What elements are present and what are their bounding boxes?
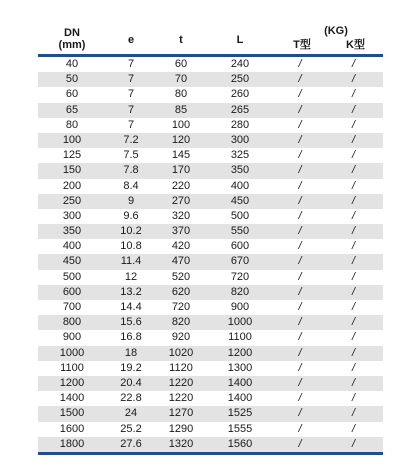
cell-e: 18 — [124, 346, 138, 359]
cell-dn: 100 — [62, 133, 82, 146]
cell-dn: 1600 — [59, 422, 85, 435]
cell-dn: 900 — [62, 331, 82, 344]
cell-dn: 700 — [62, 301, 82, 313]
cell-t-type-weight: / — [298, 118, 302, 131]
cell-t-type-weight: / — [298, 346, 302, 359]
cell-e: 12 — [124, 270, 138, 283]
header-dn-unit: (mm) — [58, 39, 86, 51]
cell-l: 670 — [230, 255, 250, 268]
cell-l: 1525 — [227, 407, 253, 420]
cell-l: 450 — [230, 194, 250, 207]
cell-e: 16.8 — [120, 331, 142, 344]
cell-k-type-weight: / — [351, 118, 356, 131]
cell-t: 60 — [174, 58, 188, 70]
cell-t: 370 — [171, 225, 191, 238]
cell-t-type-weight: / — [298, 285, 302, 298]
cell-e: 25.2 — [120, 422, 142, 435]
cell-t-type-weight: / — [298, 392, 302, 405]
cell-k-type-weight: / — [351, 133, 356, 146]
cell-e: 7 — [127, 73, 135, 86]
cell-e: 19.2 — [120, 361, 142, 374]
cell-t-type-weight: / — [298, 194, 302, 207]
cell-k-type-weight: / — [351, 331, 356, 344]
cell-l: 500 — [230, 209, 250, 222]
cell-t-type-weight: / — [298, 407, 302, 420]
cell-dn: 50 — [65, 73, 79, 86]
cell-dn: 1100 — [60, 361, 84, 374]
cell-l: 1000 — [227, 316, 253, 329]
header-l: L — [236, 34, 244, 46]
cell-l: 400 — [230, 179, 250, 192]
cell-e: 13.2 — [120, 285, 142, 298]
cell-k-type-weight: / — [351, 392, 356, 405]
cell-k-type-weight: / — [351, 194, 356, 207]
cell-dn: 600 — [62, 285, 82, 298]
cell-k-type-weight: / — [351, 285, 356, 298]
cell-dn: 450 — [62, 255, 82, 268]
cell-k-type-weight: / — [351, 361, 356, 374]
table-row — [38, 224, 383, 239]
cell-e: 24 — [124, 407, 138, 420]
cell-l: 325 — [230, 149, 250, 162]
cell-e: 27.6 — [120, 437, 142, 450]
cell-k-type-weight: / — [351, 164, 356, 177]
cell-dn: 1400 — [59, 392, 85, 405]
cell-dn: 125 — [62, 149, 82, 162]
cell-e: 9 — [127, 194, 135, 207]
cell-l: 265 — [230, 103, 250, 116]
table-row — [38, 437, 383, 452]
table-row — [38, 376, 383, 391]
cell-k-type-weight: / — [351, 376, 356, 389]
cell-t: 170 — [171, 164, 191, 177]
cell-l: 1400 — [227, 376, 253, 389]
cell-t: 145 — [171, 149, 191, 162]
cell-dn: 40 — [65, 58, 79, 70]
table-header — [38, 22, 383, 57]
cell-t: 220 — [171, 179, 191, 192]
cell-e: 15.6 — [120, 316, 142, 329]
table-row — [38, 285, 383, 300]
table-row — [38, 87, 383, 102]
cell-k-type-weight: / — [351, 346, 356, 359]
cell-dn: 250 — [62, 194, 82, 207]
table-row — [38, 57, 383, 72]
cell-t-type-weight: / — [298, 270, 302, 283]
cell-dn: 1200 — [59, 376, 85, 389]
cell-t: 1220 — [168, 392, 194, 405]
cell-k-type-weight: / — [351, 179, 356, 192]
cell-t: 720 — [171, 301, 191, 313]
cell-k-type-weight: / — [351, 149, 356, 162]
cell-l: 900 — [230, 301, 250, 313]
header-t: t — [179, 34, 183, 46]
cell-l: 240 — [230, 58, 250, 70]
cell-dn: 60 — [65, 88, 79, 101]
cell-t-type-weight: / — [298, 209, 302, 222]
table-row — [38, 118, 383, 133]
cell-e: 7 — [127, 58, 135, 70]
cell-k-type-weight: / — [351, 209, 356, 222]
cell-t-type-weight: / — [298, 58, 302, 70]
cell-e: 7.8 — [123, 164, 139, 177]
cell-t-type-weight: / — [298, 149, 302, 162]
table-body — [38, 57, 383, 452]
cell-k-type-weight: / — [351, 301, 356, 313]
cell-t: 85 — [174, 103, 188, 116]
cell-e: 20.4 — [120, 376, 142, 389]
cell-t-type-weight: / — [298, 376, 302, 389]
cell-t-type-weight: / — [298, 361, 302, 374]
cell-k-type-weight: / — [351, 58, 356, 70]
cell-l: 1300 — [227, 361, 253, 374]
table-row — [38, 300, 383, 315]
cell-t: 320 — [171, 209, 191, 222]
cell-e: 9.6 — [123, 209, 139, 222]
cell-t: 1120 — [169, 361, 193, 374]
cell-k-type-weight: / — [351, 240, 356, 253]
cell-t: 520 — [171, 270, 191, 283]
cell-t: 620 — [171, 285, 191, 298]
cell-e: 7 — [127, 103, 135, 116]
table-row — [38, 133, 383, 148]
cell-t: 1270 — [168, 407, 194, 420]
cell-t-type-weight: / — [298, 225, 302, 238]
header-kg: (KG) — [324, 25, 348, 37]
cell-dn: 1800 — [59, 437, 85, 450]
cell-l: 1555 — [227, 422, 253, 435]
cell-k-type-weight: / — [351, 437, 356, 450]
cell-k-type-weight: / — [351, 225, 356, 238]
cell-dn: 800 — [62, 316, 82, 329]
cell-t-type-weight: / — [298, 240, 302, 253]
cell-dn: 200 — [62, 179, 82, 192]
header-dn — [38, 27, 106, 51]
cell-t-type-weight: / — [298, 301, 302, 313]
cell-t: 1290 — [168, 422, 194, 435]
cell-dn: 65 — [65, 103, 79, 116]
cell-t-type-weight: / — [298, 255, 302, 268]
cell-e: 14.4 — [120, 301, 142, 313]
cell-t: 80 — [174, 88, 188, 101]
cell-t-type-weight: / — [298, 73, 302, 86]
table-row — [38, 422, 383, 437]
cell-k-type-weight: / — [351, 103, 356, 116]
cell-t: 100 — [171, 118, 191, 131]
header-t-type: T型 — [293, 39, 311, 51]
cell-t: 270 — [171, 194, 191, 207]
header-e: e — [127, 34, 135, 46]
cell-e: 10.2 — [120, 225, 142, 238]
cell-e: 7 — [127, 88, 135, 101]
cell-dn: 300 — [62, 209, 82, 222]
cell-t: 820 — [171, 316, 191, 329]
table-row — [38, 148, 383, 163]
header-k-type: K型 — [346, 39, 365, 51]
cell-k-type-weight: / — [351, 255, 356, 268]
cell-dn: 80 — [65, 118, 79, 131]
cell-k-type-weight: / — [351, 407, 356, 420]
table-row — [38, 346, 383, 361]
table-row — [38, 391, 383, 406]
header-dn-label: DN — [64, 27, 80, 39]
cell-t: 1020 — [168, 346, 194, 359]
table-row — [38, 361, 383, 376]
cell-e: 22.8 — [120, 392, 142, 405]
table-row — [38, 239, 383, 254]
cell-dn: 1000 — [59, 346, 85, 359]
cell-t: 70 — [174, 73, 188, 86]
cell-t-type-weight: / — [298, 179, 302, 192]
cell-l: 550 — [230, 225, 250, 238]
cell-l: 1400 — [227, 392, 253, 405]
cell-t: 420 — [171, 240, 191, 253]
table-row — [38, 179, 383, 194]
cell-e: 7.5 — [123, 149, 139, 162]
cell-l: 300 — [230, 133, 250, 146]
table-row — [38, 406, 383, 421]
cell-dn: 500 — [62, 270, 82, 283]
cell-l: 1560 — [227, 437, 253, 450]
table-row — [38, 194, 383, 209]
cell-t-type-weight: / — [298, 164, 302, 177]
table-row — [38, 72, 383, 87]
cell-t: 920 — [171, 331, 191, 344]
cell-k-type-weight: / — [351, 73, 356, 86]
table-row — [38, 254, 383, 269]
cell-dn: 150 — [62, 164, 82, 177]
table-row — [38, 315, 383, 330]
cell-dn: 350 — [62, 225, 82, 238]
cell-t: 470 — [171, 255, 191, 268]
table-row — [38, 209, 383, 224]
table-row — [38, 103, 383, 118]
cell-l: 1100 — [228, 331, 252, 344]
cell-l: 350 — [230, 164, 250, 177]
cell-t: 1220 — [168, 376, 194, 389]
cell-t-type-weight: / — [298, 88, 302, 101]
table-row — [38, 163, 383, 178]
cell-l: 820 — [230, 285, 250, 298]
cell-t-type-weight: / — [298, 422, 302, 435]
cell-t-type-weight: / — [298, 103, 302, 116]
cell-dn: 1500 — [59, 407, 85, 420]
cell-k-type-weight: / — [351, 270, 356, 283]
cell-t-type-weight: / — [298, 133, 302, 146]
cell-dn: 400 — [62, 240, 82, 253]
cell-l: 250 — [230, 73, 250, 86]
cell-l: 280 — [230, 118, 250, 131]
cell-l: 1200 — [227, 346, 253, 359]
cell-k-type-weight: / — [351, 316, 356, 329]
table-row — [38, 330, 383, 345]
spec-table — [38, 22, 383, 455]
cell-t-type-weight: / — [298, 437, 302, 450]
table-row — [38, 270, 383, 285]
cell-t: 120 — [171, 133, 191, 146]
cell-e: 11.4 — [120, 255, 142, 268]
cell-e: 7.2 — [123, 133, 139, 146]
cell-e: 7 — [127, 118, 135, 131]
table-bottom-rule — [38, 452, 383, 455]
cell-l: 720 — [230, 270, 250, 283]
cell-l: 600 — [230, 240, 250, 253]
cell-k-type-weight: / — [351, 88, 356, 101]
cell-e: 8.4 — [123, 179, 139, 192]
cell-t-type-weight: / — [298, 331, 302, 344]
cell-l: 260 — [230, 88, 250, 101]
cell-e: 10.8 — [120, 240, 142, 253]
cell-t-type-weight: / — [298, 316, 302, 329]
cell-t: 1320 — [168, 437, 194, 450]
cell-k-type-weight: / — [351, 422, 356, 435]
